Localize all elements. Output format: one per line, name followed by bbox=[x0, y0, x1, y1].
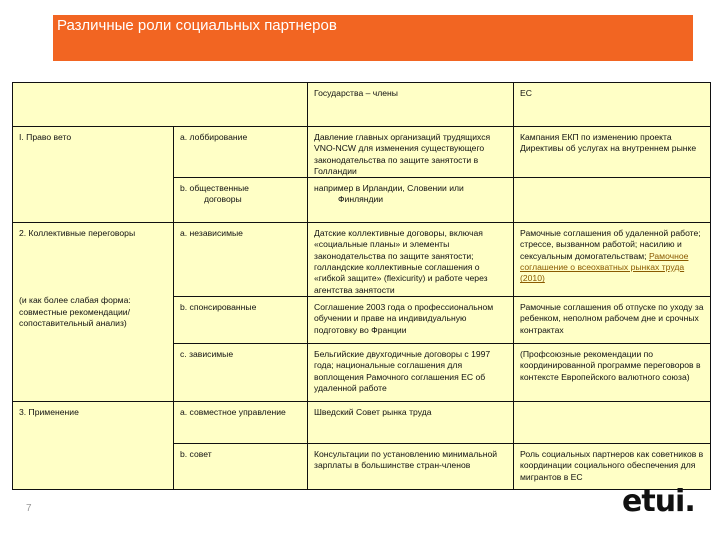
eu-cell: Роль социальных партнеров как советников в координации социального обеспечения для мигрантов в ЕС bbox=[514, 443, 711, 489]
header-eu: ЕС bbox=[514, 83, 711, 127]
member-states-cell: Консультации по установлению минимальной зарплаты в большинстве стран-членов bbox=[308, 443, 514, 489]
form-line: договоры bbox=[204, 194, 242, 205]
table-header-row bbox=[13, 83, 711, 127]
role-cell: 3. Применение bbox=[13, 401, 174, 489]
etui-logo: etui. bbox=[622, 484, 695, 519]
eu-text: Рамочные соглашения об удаленной работе; стрессе, вызванном работой; насилию и сексуальным домогательствам; bbox=[520, 228, 701, 261]
table-row bbox=[13, 127, 711, 178]
eu-cell bbox=[514, 401, 711, 443]
form-cell: b. совет bbox=[174, 443, 308, 489]
form-cell: c. зависимые bbox=[174, 343, 308, 401]
text-line: Финляндии bbox=[338, 194, 384, 205]
eu-cell: (Профсоюзные рекомендации по координированной программе переговоров в контексте Европейского валютного союза) bbox=[514, 343, 711, 401]
role-label: 2. Коллективные переговоры bbox=[19, 228, 136, 239]
member-states-cell bbox=[308, 178, 514, 223]
role-cell: I. Право вето bbox=[13, 127, 174, 223]
eu-cell bbox=[514, 223, 711, 297]
table-row bbox=[13, 223, 711, 297]
form-cell: a. независимые bbox=[174, 223, 308, 297]
framework-agreement-link[interactable]: Рамочное соглашение о всеохватных рынках труда (2010) bbox=[520, 250, 689, 284]
member-states-cell: Бельгийские двухгодичные договоры с 1997 года; национальные соглашения для воплощения Рамочного соглашения ЕС об удаленной работе bbox=[308, 343, 514, 401]
form-cell bbox=[174, 178, 308, 223]
role-note: (и как более слабая форма: совместные рекомендации/сопоставительный анализ) bbox=[19, 295, 131, 329]
eu-cell: Кампания ЕКП по изменению проекта Директивы об услугах на внутреннем рынке bbox=[514, 127, 711, 178]
member-states-cell: Давление главных организаций трудящихся VNO-NCW для изменения существующего законодательства по защите занятости в Голландии bbox=[308, 127, 514, 178]
member-states-cell: Датские коллективные договоры, включая «социальные планы» и элементы законодательства по защите занятости; голландские коллективные соглашения о «гибкой защите» (flexicurity) и работе через агентства занятости bbox=[308, 223, 514, 297]
member-states-cell: Шведский Совет рынка труда bbox=[308, 401, 514, 443]
page-number: 7 bbox=[26, 503, 32, 514]
form-line: b. общественные bbox=[180, 183, 249, 194]
role-cell bbox=[13, 223, 174, 402]
form-cell: b. спонсированные bbox=[174, 296, 308, 343]
form-cell: a. совместное управление bbox=[174, 401, 308, 443]
text-line: например в Ирландии, Словении или bbox=[314, 183, 464, 194]
eu-cell: Рамочные соглашения об отпуске по уходу за ребенком, неполном рабочем дне и срочных контрактах bbox=[514, 296, 711, 343]
member-states-cell: Соглашение 2003 года о профессиональном обучении и праве на индивидуальную подготовку во Франции bbox=[308, 296, 514, 343]
eu-cell bbox=[514, 178, 711, 223]
roles-table bbox=[12, 82, 711, 490]
form-cell: a. лоббирование bbox=[174, 127, 308, 178]
header-empty-cell bbox=[13, 83, 308, 127]
table-row bbox=[13, 401, 711, 443]
header-member-states: Государства – члены bbox=[308, 83, 514, 127]
title-bar bbox=[53, 15, 693, 61]
slide-title: Различные роли социальных партнеров bbox=[57, 17, 337, 34]
